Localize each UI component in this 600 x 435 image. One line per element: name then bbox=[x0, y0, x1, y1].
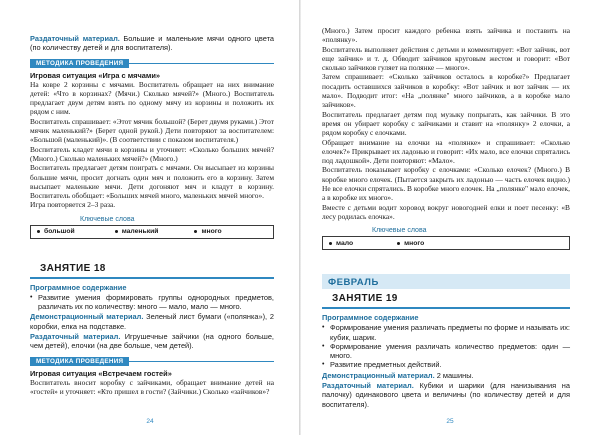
top-material-text: Большие и маленькие мячи одного цвета (по количеству детей и для воспитателя). bbox=[30, 34, 274, 53]
month-header: ФЕВРАЛЬ bbox=[322, 274, 570, 289]
lesson-title: ЗАНЯТИЕ 18 bbox=[30, 259, 274, 279]
demo-label: Демонстрационный материал. bbox=[30, 312, 144, 322]
keyword-item bbox=[397, 240, 424, 247]
keywords-box bbox=[322, 236, 570, 250]
bullet-dot-icon bbox=[115, 230, 118, 233]
program-bullet bbox=[322, 342, 570, 361]
keywords-title: Ключевые слова bbox=[80, 215, 135, 223]
keyword-text: много bbox=[404, 239, 425, 247]
right-paragraph: Воспитатель выполняет действия с детьми и комментирует: «Вот зайчик, вот еще зайчик» и т. д. Обводит зайчиков круговым жестом и говорит: «Вот сколько зайчиков гуляет на полянке — много». bbox=[322, 44, 570, 73]
game2-title: Игровая ситуация «Встречаем гостей» bbox=[30, 368, 172, 378]
right-paragraph: Затем спрашивает: «Сколько зайчиков осталось в коробке?» Предлагает посадить оставшихся зайчиков в коробку: «Вот зайчик и вот зайчик — их мало». Подводит итог: «На „полянке" много зайчиков, а в коробке мало зайчиков». bbox=[322, 72, 570, 110]
program-label: Программное содержание bbox=[30, 282, 127, 292]
keyword-text: большой bbox=[44, 228, 75, 236]
keyword-item bbox=[115, 228, 159, 235]
right-paragraph: Обращает внимание на елочки на «полянке» и спрашивает: «Сколько елочек?» Прикрывает их ладонью и говорит: «Их мало, все елочки спрятались под ладошкой». Дети повторяют: «Мало». bbox=[322, 137, 570, 166]
demo-material bbox=[322, 371, 570, 380]
handout-label: Раздаточный материал. bbox=[30, 331, 121, 341]
section-header-line bbox=[129, 361, 274, 362]
keyword-item bbox=[37, 228, 75, 235]
program-bullet-text: Формирование умения различать предметы по форме и называть их: кубик, шарик. bbox=[330, 323, 570, 342]
top-material bbox=[30, 34, 274, 53]
top-material-label: Раздаточный материал. bbox=[30, 34, 120, 43]
bullet-dot-icon bbox=[329, 242, 332, 245]
section-header-label: МЕТОДИКА ПРОВЕДЕНИЯ bbox=[30, 59, 129, 68]
bullet-icon: • bbox=[322, 324, 325, 332]
handout-text: Кубики и шарики (для нанизывания на палочку) одинакового цвета и величины (по количеству детей и для воспитателя). bbox=[322, 381, 570, 409]
demo-text: Зеленый лист бумаги («полянка»), 2 коробки, елка на подставке. bbox=[30, 312, 274, 331]
keyword-item bbox=[329, 240, 353, 247]
program-bullet bbox=[322, 360, 570, 369]
program-bullet-text: Развитие предметных действий. bbox=[330, 360, 442, 370]
section-header-method-2 bbox=[30, 357, 274, 366]
bullet-icon: • bbox=[322, 342, 325, 350]
game1-paragraph: Игра повторяется 2–3 раза. bbox=[30, 200, 116, 210]
section-header-method-1 bbox=[30, 59, 274, 68]
handout-label: Раздаточный материал. bbox=[322, 381, 414, 391]
right-paragraph: Воспитатель показывает коробку с елочками: «Сколько елочек? (Много.) В коробке много елочек. (Пытается закрыть их ладонью — часть елочек видно.) Не все елочки спрятались. В коробке много елочек. На „полянке" мало елочек, а в коробке их много». bbox=[322, 165, 570, 203]
handout-material bbox=[30, 332, 274, 351]
right-body bbox=[322, 26, 570, 221]
program-bullet-text: Формирование умения различать количество предметов: один — много. bbox=[330, 341, 570, 361]
bullet-dot-icon bbox=[37, 230, 40, 233]
game1-paragraph: Воспитатель предлагает детям поиграть с мячами. Он высыпает из корзины большие мячи, просит догнать один мяч и положить его в корзину. Затем высыпает маленькие мячи. Дети догоняют мяч и кладут в корзину. Воспитатель обобщает: «Больших мячей много, маленьких мячей много». bbox=[30, 163, 274, 201]
keyword-text: маленький bbox=[121, 228, 159, 236]
demo-label: Демонстрационный материал. bbox=[322, 370, 435, 380]
keyword-text: много bbox=[201, 228, 222, 236]
demo-text: 2 машины. bbox=[436, 370, 474, 380]
game1-paragraph: На ковре 2 корзины с мячами. Воспитатель обращает на них внимание детей: «Что в корзинах? (Мячи.) Сколько мячей?» (Много.) Воспитатель предлагает двум детям взять по одному мячу из корзины и положить их рядом с ним. bbox=[30, 79, 274, 117]
section-header-line bbox=[129, 63, 274, 64]
keyword-item bbox=[194, 228, 221, 235]
page-number: 24 bbox=[146, 418, 154, 425]
keywords-box bbox=[30, 225, 274, 239]
program-bullet bbox=[322, 323, 570, 342]
handout-text: Игрушечные зайчики (на одного больше, чем детей), елочки (на две больше, чем детей). bbox=[30, 331, 274, 351]
handout-material bbox=[322, 381, 570, 409]
keyword-text: мало bbox=[336, 239, 354, 247]
bullet-icon: • bbox=[30, 293, 33, 301]
right-paragraph: (Много.) Затем просит каждого ребенка взять зайчика и поставить на «полянку». bbox=[322, 26, 570, 45]
program-bullet bbox=[30, 293, 274, 312]
right-paragraph: Вместе с детьми водит хоровод вокруг новогодней елки и поет песенку: «В лесу родилась елочка». bbox=[322, 202, 570, 221]
lesson-title: ЗАНЯТИЕ 19 bbox=[322, 289, 570, 309]
program-bullet-text: Развитие умения формировать группы однородных предметов, различать их по количеству: много — мало, мало — много. bbox=[38, 292, 274, 312]
game1-paragraph: Воспитатель спрашивает: «Этот мячик большой? (Берет двумя руками.) Этот мячик маленький?» (Берет одной рукой.) Дети повторяют за воспитателем: «Большой (маленький)». (В соответствии с показом воспитателя.) bbox=[30, 116, 274, 145]
right-paragraph: Воспитатель предлагает детям под музыку попрыгать, как зайчики. В это время он убирает коробку с зайчиками и ставит на «полянку» 2 елочки, а рядом коробку с елочками. bbox=[322, 109, 570, 138]
game1-body bbox=[30, 80, 274, 210]
right-page bbox=[300, 0, 600, 435]
game1-paragraph: Воспитатель кладет мячи в корзины и уточняет: «Сколько больших мячей? (Много.) Сколько маленьких мячей?» (Много.) bbox=[30, 144, 274, 163]
book-gutter bbox=[299, 0, 301, 435]
game2-paragraph: Воспитатель вносит коробку с зайчиками, обращает внимание детей на «гостей» и уточняет: «Кто пришел в гости? (Зайчики.) Сколько «зайчиков»? bbox=[30, 377, 274, 396]
game1-title: Игровая ситуация «Игра с мячами» bbox=[30, 70, 161, 80]
bullet-icon: • bbox=[322, 361, 325, 369]
bullet-dot-icon bbox=[397, 242, 400, 245]
section-header-label: МЕТОДИКА ПРОВЕДЕНИЯ bbox=[30, 357, 129, 366]
demo-material bbox=[30, 312, 274, 331]
program-label: Программное содержание bbox=[322, 313, 419, 323]
bullet-dot-icon bbox=[194, 230, 197, 233]
page-number: 25 bbox=[446, 418, 454, 425]
keywords-title: Ключевые слова bbox=[372, 227, 427, 235]
